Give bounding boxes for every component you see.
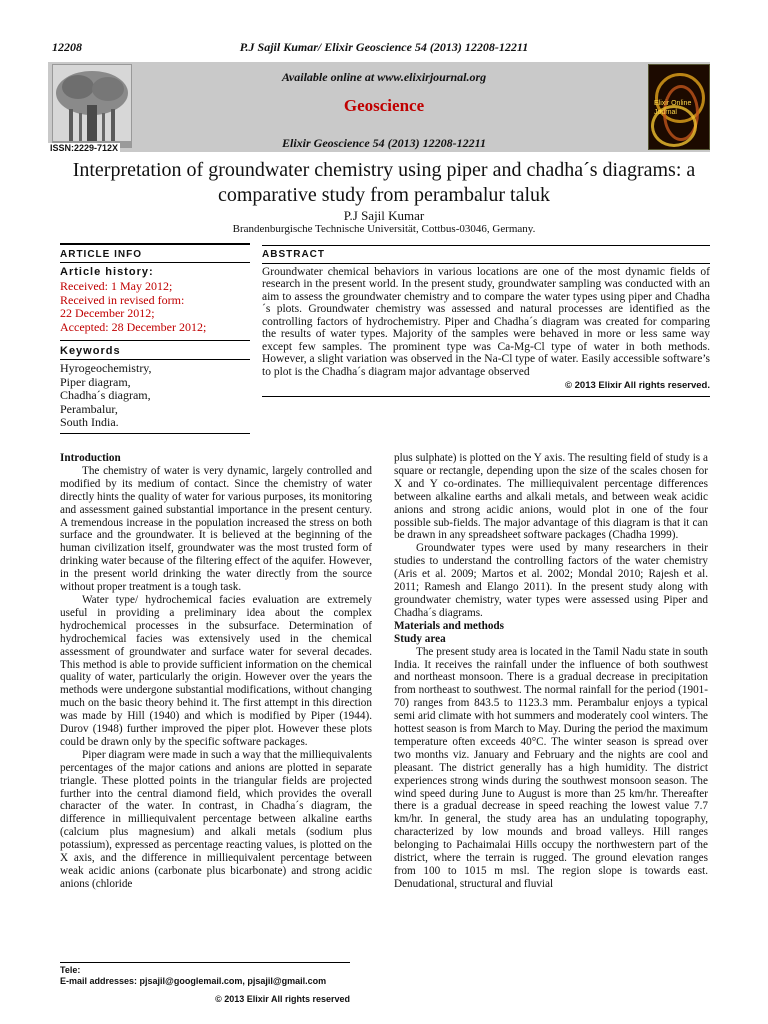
tree-logo (52, 64, 132, 148)
banner-citation: Elixir Geoscience 54 (2013) 12208-12211 (282, 136, 486, 150)
keyword: South India. (60, 415, 119, 429)
available-online: Available online at www.elixirjournal.org (281, 70, 487, 84)
keyword: Piper diagram, (60, 374, 131, 389)
footer-copyright: © 2013 Elixir All rights reserved (215, 994, 350, 1004)
page-number: 12208 (52, 40, 82, 54)
running-citation: P.J Sajil Kumar/ Elixir Geoscience 54 (2013) 12208-12211 (239, 40, 529, 54)
abstract-text: Groundwater chemical behaviors in various locations are one of the most dynamic fields of research in the present world. In the present study, groundwater sampling was conducted with an aim to assess the groundwater chemistry and to compare the water types using piper and Chadha´s plots. Groundwater chemistry was assessed and natural processes are identified as the controlling factors of hydrochemistry. Piper and Chadha´s diagram was created for comparing the results of water types. Majority of the samples were behaved in more or less same way except few samples. The prominent type was Ca-Mg-Cl type of water in both methods. However, a slight variation was observed in the Na-Cl type of water. Easily accessible software’s to plot is the Chadha´s diagram major advantage observed (262, 265, 710, 378)
paragraph: The present study area is located in the Tamil Nadu state in south India. It receives the rainfall under the influence of both southwest and northeast monsoon. There is a gradual decrease in precipitation from northeast to southwest. The normal rainfall for the period (1901-70) ranges from 843.5 to 1123.3 mm. Perambalur enjoys a typical semi arid climate with hot summers and moderately cool winters. The hottest season is from March to May. During the period the maximum temperature often exceeds 40°C. The winter season is spread over two months viz. January and February and the nights are cool and pleasant. The district generally has a high humidity. The district experiences strong winds during the southwest monsoon season. The wind speed during June to August is more than 25 km/hr. Thereafter there is a gradual decrease in speed reaching the lowest value 7.7 km/hr. In general, the study area has an undulating topography, characterized by low mounds and broad valleys. Hill ranges belonging to Pachaimalai Hills occupy the northwestern part of the district, where the terrain is rugged. The ground elevation ranges from 100 to 1015 m msl. The region slope is towards east. Denudational, structural and fluvial (394, 645, 708, 890)
keyword: Hyrogeochemistry, (60, 361, 152, 375)
article-info (60, 243, 250, 434)
history-revised-date: 22 December 2012; (60, 306, 155, 320)
footnote-rule (60, 962, 350, 963)
abstract-heading: ABSTRACT (262, 249, 710, 264)
keyword: Chadha´s diagram, (60, 388, 151, 402)
footer (60, 965, 326, 987)
issn: ISSN:2229-712X (50, 143, 119, 153)
article-title: Interpretation of groundwater chemistry using piper and chadha´s diagrams: a comparative study from perambalur taluk (72, 159, 696, 206)
author: P.J Sajil Kumar (343, 208, 425, 223)
paragraph: Piper diagram were made in such a way that the milliequivalents percentages of the major cations and anions are plotted in separate triangle. These plotted points in the triangular fields are projected further into the central diamond field, which provides the overall character of the water. In contrast, in Chadha´s diagram, the difference in milliequivalent percentage between alkaline earths (calcium plus magnesium) and alkali metals (sodium plus potassium), expressed as percentage reacting values, is plotted on the X axis, and the difference in milliequivalent percentage between weak acidic anions (carbonate plus bicarbonate) and strong acidic anions (chloride (60, 748, 372, 890)
body-right-column (394, 452, 708, 891)
journal-name: Geoscience (343, 96, 425, 115)
history-heading: Article history: (60, 266, 154, 278)
elixir-logo-text: Elixir Online Journal (654, 100, 692, 116)
paragraph: The chemistry of water is very dynamic, largely controlled and modified by its medium of contact. Since the chemistry of water directly hints the quality of water for various purposes, its monitoring and assessment gained substantial importance in the present century. A tremendous increase in the population increased the stress on both surface and the groundwater. It is believed at the beginning of the human civilization itself, groundwater was the most trusted form of drinking water because of the filtering effect of the aquifer. However, in the present world drinking the water directly from the source without proper treatment is a tough task. (60, 464, 372, 594)
keywords-heading: Keywords (60, 345, 250, 360)
history-accepted: Accepted: 28 December 2012; (60, 319, 207, 334)
keyword: Perambalur, (60, 401, 118, 416)
history-received: Received: 1 May 2012; (60, 279, 173, 293)
study-area-heading: Study area (394, 632, 446, 645)
history-list (60, 280, 250, 334)
abstract (262, 245, 710, 397)
running-header (0, 40, 768, 58)
paragraph: plus sulphate) is plotted on the Y axis. The resulting field of study is a square or rectangle, depending upon the size of the scales chosen for X and Y co-ordinates. The milliequivalent percentage differences between alkaline earths and alkali metals, and between weak acidic anions and strong acidic anions, would plot in one of the four possible sub-fields. The major advantage of this diagram is that it can be drawn in any spreadsheet software packages (Chadha 1999). (394, 452, 708, 542)
paragraph: Water type/ hydrochemical facies evaluation are extremely useful in providing a preliminary idea about the complex hydrochemical processes in the subsurface. Determination of hydrochemical facies was extensively used in the chemical assessment of groundwater and surface water for several decades. This method is able to provide sufficient information on the chemical quality of water, particularly the origin. However over the years the methods were undergone substantial modifications, without changing much on the basic theory behind it. The first attempt in this direction was made by Hill (1940) and which is modified by Piper (1944). Durov (1948) further improved the piper plot. However these plots could be drawn only by the specific software packages. (60, 593, 372, 748)
keywords-list (60, 362, 250, 430)
intro-heading: Introduction (60, 452, 121, 464)
tree-logo-icon (53, 65, 131, 147)
footer-email: E-mail addresses: pjsajil@googlemail.com, pjsajil@gmail.com (60, 976, 327, 986)
footer-tele: Tele: (60, 965, 81, 975)
affiliation: Brandenburgische Technische Universität, Cottbus-03046, Germany. (232, 223, 536, 235)
paragraph: Groundwater types were used by many researchers in their studies to understand the controlling factors of the water chemistry (Aris et al. 2009; Martos et al. 2002; Mondal 2010; Rajesh et al. 2011; Ramesh and Elango 2011). In the present study along with groundwater chemistry, water types were assessed using Piper and Chadha´s diagrams. (394, 542, 708, 619)
methods-heading: Materials and methods (394, 619, 505, 632)
info-top-rule (60, 243, 250, 245)
abstract-copyright: © 2013 Elixir All rights reserved. (565, 380, 710, 391)
history-revised: Received in revised form: (60, 292, 185, 307)
article-info-heading: ARTICLE INFO (60, 249, 250, 263)
elixir-logo (648, 64, 710, 150)
body-left-column (60, 452, 372, 891)
